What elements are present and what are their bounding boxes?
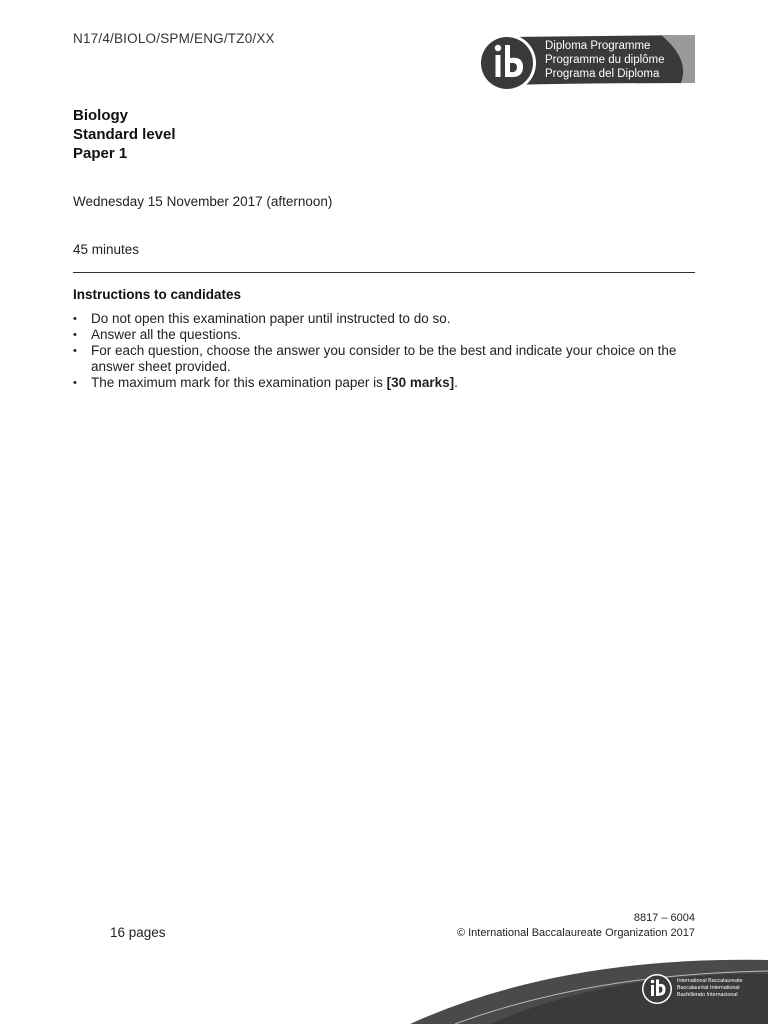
instruction-item: • Answer all the questions.	[73, 327, 695, 343]
ib-logo-icon	[642, 974, 672, 1004]
ibo-line-2: Baccalauréat International	[677, 985, 740, 991]
instruction-item: • Do not open this examination paper until instructed to do so.	[73, 311, 695, 327]
title-block	[73, 106, 176, 163]
instruction-item: • For each question, choose the answer you consider to be the best and indicate your choice on the answer sheet provided.	[73, 343, 695, 375]
subject-title: Biology	[73, 107, 128, 124]
exam-code: N17/4/BIOLO/SPM/ENG/TZ0/XX	[73, 31, 275, 46]
instruction-item-marks	[73, 375, 695, 391]
paper-title: Paper 1	[73, 145, 128, 162]
copyright-notice: © International Baccalaureate Organization 2017	[456, 927, 695, 939]
footer-banner	[0, 950, 768, 1024]
logo-line-1: Diploma Programme	[545, 40, 651, 52]
diploma-programme-logo	[476, 34, 696, 94]
footer-swoosh-graphic	[0, 950, 768, 1024]
ibo-line-3: Bachillerato Internacional	[677, 992, 738, 998]
instructions-list	[73, 311, 695, 391]
document-number: 8817 – 6004	[633, 912, 695, 924]
marks-prefix: The maximum mark for this examination paper is	[91, 375, 387, 390]
logo-line-3: Programa del Diploma	[545, 68, 660, 80]
level-title: Standard level	[73, 126, 176, 143]
exam-date: Wednesday 15 November 2017 (afternoon)	[73, 194, 333, 209]
instructions-heading: Instructions to candidates	[73, 287, 242, 302]
page-count: 16 pages	[110, 925, 166, 940]
exam-duration: 45 minutes	[73, 242, 140, 257]
marks-value: [30 marks]	[386, 375, 455, 390]
ibo-line-1: International Baccalaureate	[677, 978, 743, 984]
marks-suffix: .	[454, 375, 458, 390]
divider	[73, 272, 695, 273]
logo-line-2: Programme du diplôme	[545, 54, 665, 66]
